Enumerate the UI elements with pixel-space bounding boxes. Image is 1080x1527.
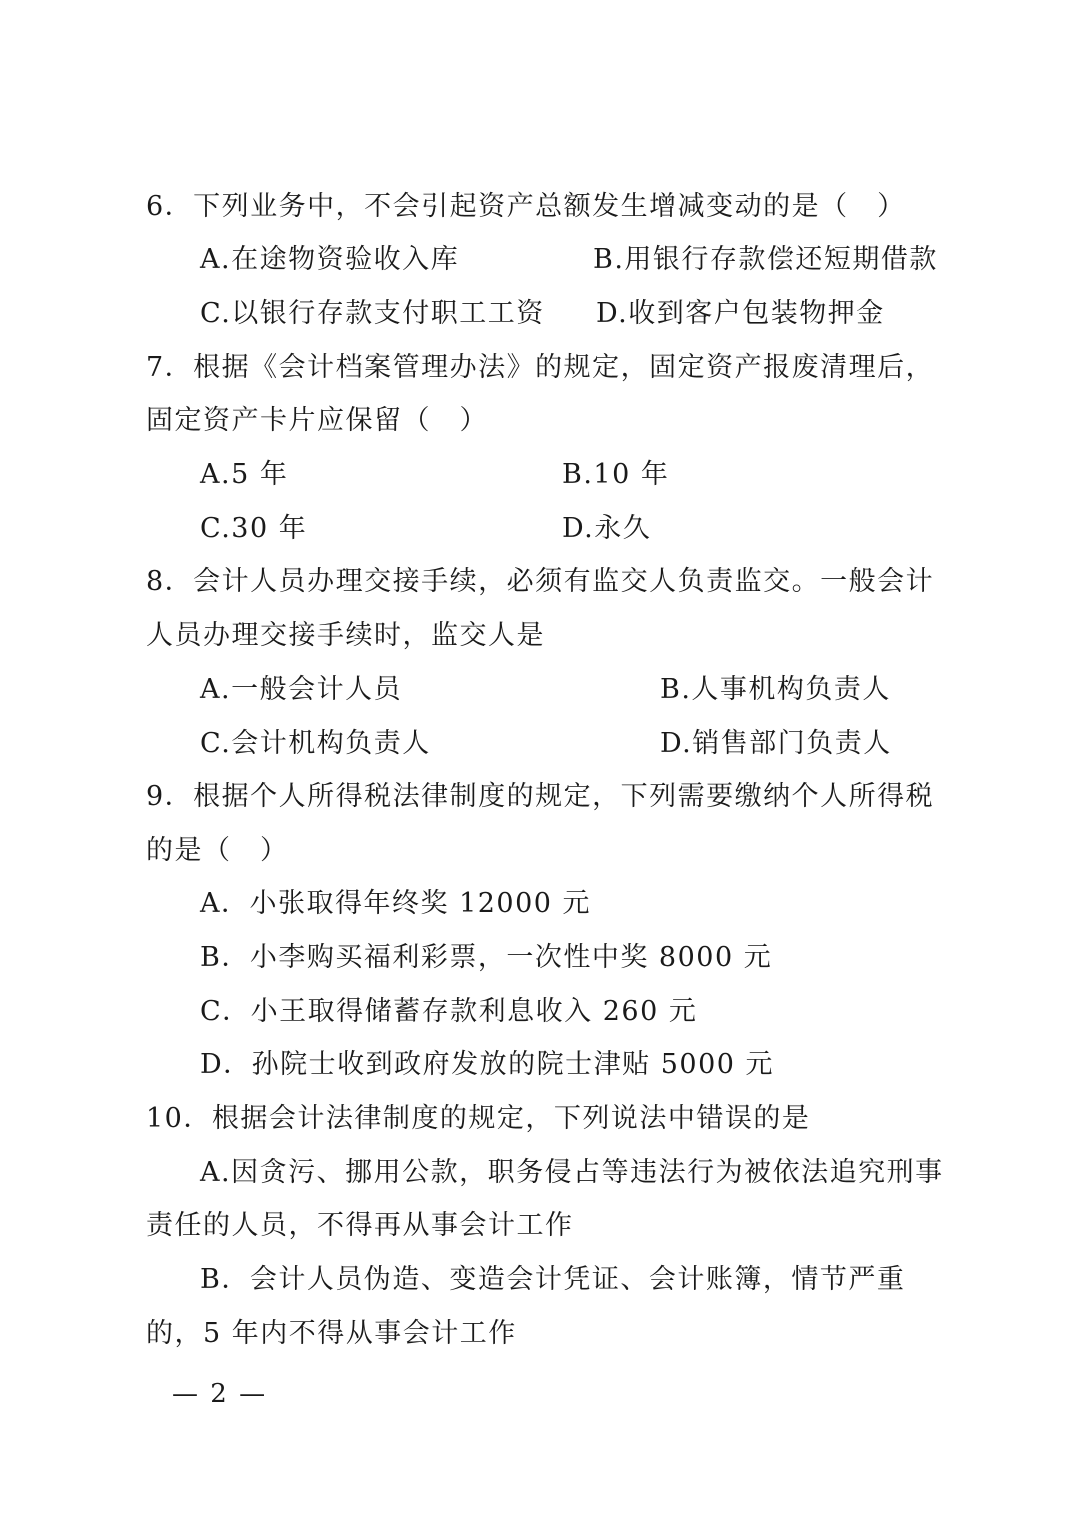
question-8-option-d: D.销售部门负责人 <box>660 728 892 759</box>
question-10-stem: 10．根据会计法律制度的规定，下列说法中错误的是 <box>146 1103 811 1134</box>
question-8-stem-line-1: 8．会计人员办理交接手续，必须有监交人负责监交。一般会计 <box>146 566 935 597</box>
question-10-option-a-line-2: 责任的人员，不得再从事会计工作 <box>146 1210 574 1241</box>
question-9-option-d: D．孙院士收到政府发放的院士津贴 5000 元 <box>200 1049 775 1080</box>
question-10-option-b-line-2: 的，5 年内不得从事会计工作 <box>146 1318 517 1349</box>
question-8-option-a: A.一般会计人员 <box>200 674 403 705</box>
question-7-stem-line-2: 固定资产卡片应保留（ ） <box>146 405 488 436</box>
question-6-stem: 6．下列业务中，不会引起资产总额发生增减变动的是（ ） <box>146 191 906 222</box>
question-6-option-b: B.用银行存款偿还短期借款 <box>593 244 938 275</box>
page-number: — 2 — <box>172 1379 268 1409</box>
question-10-option-a-line-1: A.因贪污、挪用公款，职务侵占等违法行为被依法追究刑事 <box>200 1157 944 1188</box>
question-6-option-d: D.收到客户包装物押金 <box>596 298 885 329</box>
question-9-option-a: A．小张取得年终奖 12000 元 <box>200 888 592 919</box>
question-6-option-a: A.在途物资验收入库 <box>200 244 460 275</box>
question-8-option-c: C.会计机构负责人 <box>200 728 431 759</box>
question-7-option-c: C.30 年 <box>200 513 308 544</box>
question-9-stem-line-2: 的是（ ） <box>146 835 289 866</box>
question-7-stem-line-1: 7．根据《会计档案管理办法》的规定，固定资产报废清理后， <box>146 352 935 383</box>
question-8-option-b: B.人事机构负责人 <box>660 674 891 705</box>
question-7-option-d: D.永久 <box>562 513 652 544</box>
question-8-stem-line-2: 人员办理交接手续时，监交人是 <box>146 620 545 651</box>
question-9-stem-line-1: 9．根据个人所得税法律制度的规定，下列需要缴纳个人所得税 <box>146 781 935 812</box>
question-7-option-b: B.10 年 <box>562 459 670 490</box>
question-9-option-b: B．小李购买福利彩票，一次性中奖 8000 元 <box>200 942 773 973</box>
question-7-option-a: A.5 年 <box>200 459 289 490</box>
question-6-option-c: C.以银行存款支付职工工资 <box>200 298 545 329</box>
question-9-option-c: C．小王取得储蓄存款利息收入 260 元 <box>200 996 698 1027</box>
question-10-option-b-line-1: B．会计人员伪造、变造会计凭证、会计账簿，情节严重 <box>200 1264 906 1295</box>
